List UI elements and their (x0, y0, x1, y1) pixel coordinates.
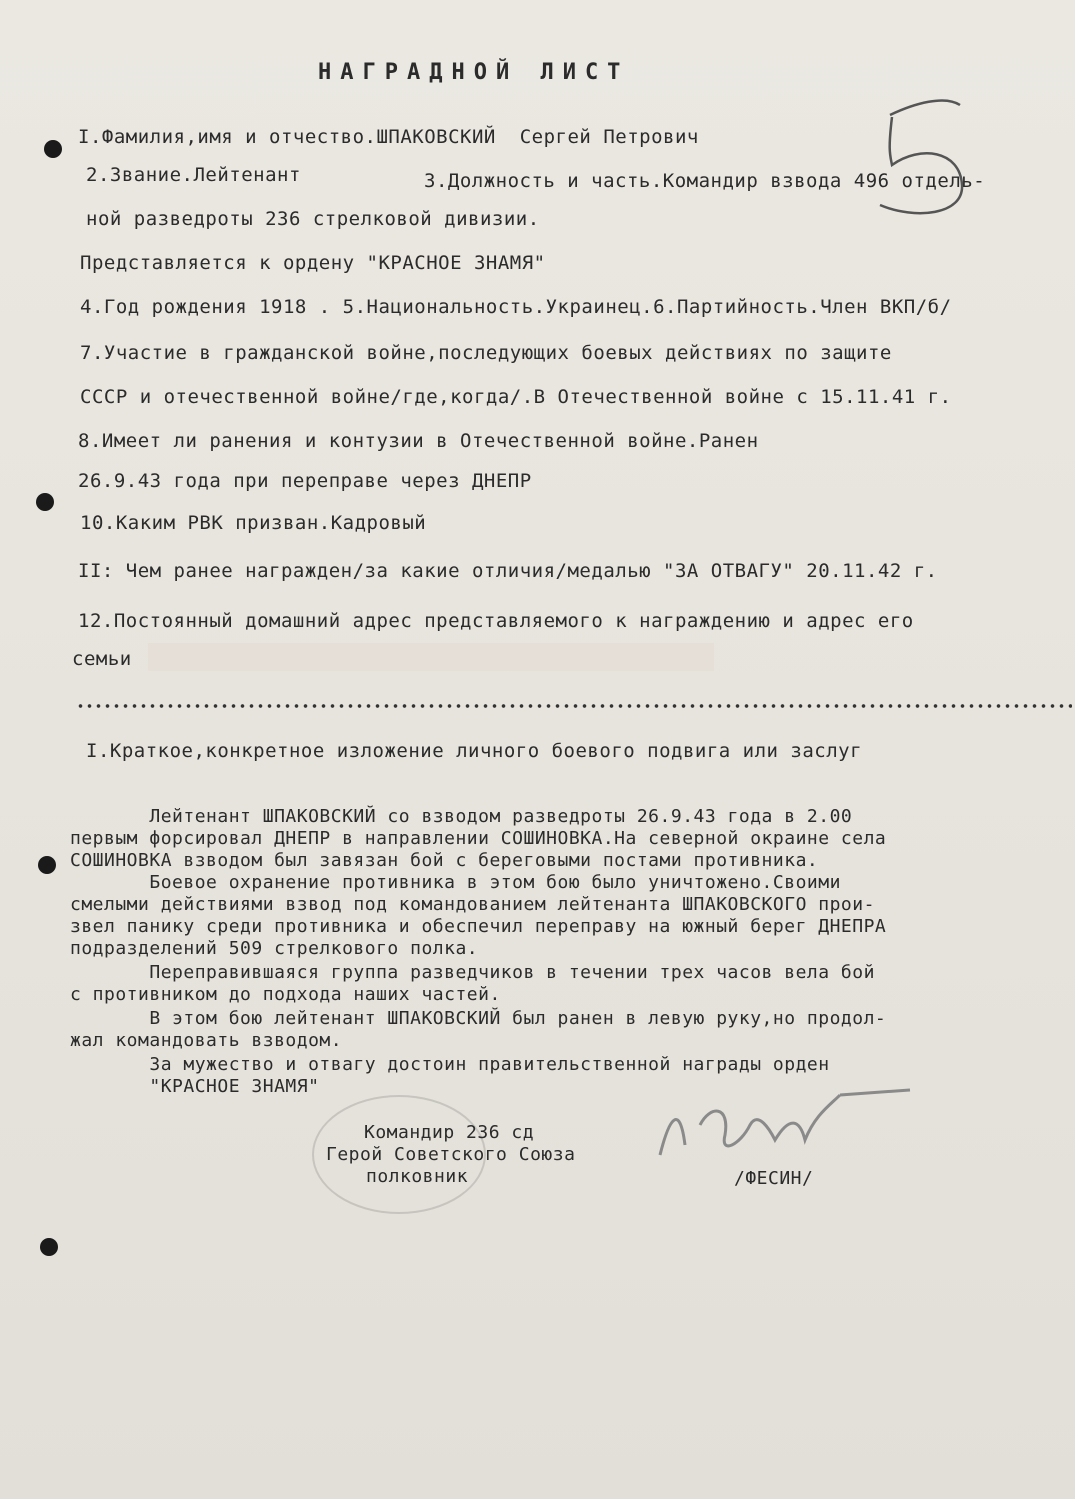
field-rank: 2.Звание.Лейтенант (86, 164, 301, 186)
field-name: I.Фамилия,имя и отчество.ШПАКОВСКИЙ Сергей Петрович (78, 126, 699, 148)
citation-line: Лейтенант ШПАКОВСКИЙ со взводом разведроты 26.9.43 года в 2.00 (70, 806, 853, 827)
citation-line: звел панику среди противника и обеспечил переправу на южный берег ДНЕПРА (70, 916, 887, 937)
signature-hero: Герой Советского Союза (326, 1144, 576, 1165)
citation-line: "КРАСНОЕ ЗНАМЯ" (70, 1076, 320, 1097)
punch-hole-4 (40, 1238, 58, 1256)
signature-rank: полковник (366, 1166, 469, 1187)
field-wounds-cont: 26.9.43 года при переправе через ДНЕПР (78, 470, 532, 492)
field-wounds: 8.Имеет ли ранения и контузии в Отечественной войне.Ранен (78, 430, 759, 452)
field-address-family: семьи (72, 648, 132, 670)
document-title: НАГРАДНОЙ ЛИСТ (318, 60, 630, 85)
signature-title: Командир 236 сд (364, 1122, 535, 1143)
field-birth-nationality-party: 4.Год рождения 1918 . 5.Национальность.Украинец.6.Партийность.Член ВКП/б/ (80, 296, 952, 318)
citation-line: подразделений 509 стрелкового полка. (70, 938, 479, 959)
citation-line: СОШИНОВКА взводом был завязан бой с береговыми постами противника. (70, 850, 819, 871)
field-position-cont: ной разведроты 236 стрелковой дивизии. (86, 208, 540, 230)
punch-hole-2 (36, 493, 54, 511)
citation-line: В этом бою лейтенант ШПАКОВСКИЙ был ранен в левую руку,но продол- (70, 1008, 887, 1029)
field-participation-cont: СССР и отечественной войне/где,когда/.В Отечественной войне с 15.11.41 г. (80, 386, 952, 408)
citation-line: смелыми действиями взвод под командованием лейтенанта ШПАКОВСКОГО прои- (70, 894, 875, 915)
field-participation: 7.Участие в гражданской войне,последующих боевых действиях по защите (80, 342, 892, 364)
redacted-address (148, 643, 714, 671)
handwritten-number-five (860, 95, 980, 225)
citation-line: За мужество и отвагу достоин правительственной награды орден (70, 1054, 830, 1075)
field-address: 12.Постоянный домашний адрес представляемого к награждению и адрес его (78, 610, 914, 632)
dotted-separator (76, 702, 1072, 710)
signature-name: /ФЕСИН/ (734, 1168, 814, 1189)
citation-line: с противником до подхода наших частей. (70, 984, 501, 1005)
citation-line: Боевое охранение противника в этом бою было уничтожено.Своими (70, 872, 841, 893)
handwritten-signature (640, 1085, 920, 1175)
field-draft-office: 10.Каким РВК призван.Кадровый (80, 512, 427, 534)
field-position: 3.Должность и часть.Командир взвода 496 отдель- (424, 170, 986, 192)
citation-line: жал командовать взводом. (70, 1030, 343, 1051)
punch-hole-3 (38, 856, 56, 874)
field-order: Представляется к ордену "КРАСНОЕ ЗНАМЯ" (80, 252, 546, 274)
field-previous-awards: II: Чем ранее награжден/за какие отличия/медалью "ЗА ОТВАГУ" 20.11.42 г. (78, 560, 938, 582)
citation-line: первым форсировал ДНЕПР в направлении СОШИНОВКА.На северной окраине села (70, 828, 887, 849)
punch-hole-1 (44, 140, 62, 158)
citation-line: Переправившаяся группа разведчиков в течении трех часов вела бой (70, 962, 875, 983)
section-heading: I.Краткое,конкретное изложение личного боевого подвига или заслуг (86, 740, 863, 762)
